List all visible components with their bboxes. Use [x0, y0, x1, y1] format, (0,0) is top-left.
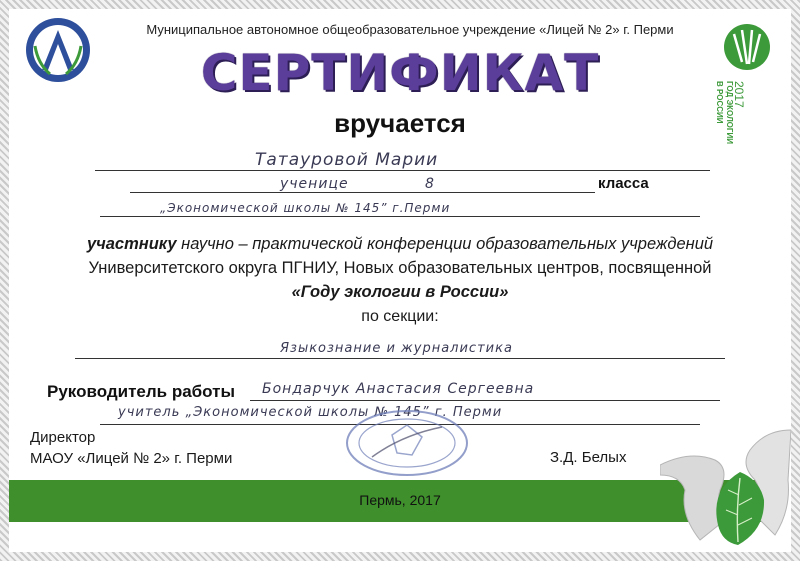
lyceum-logo [18, 16, 98, 84]
city-year: Пермь, 2017 [359, 492, 441, 508]
hands-leaf-decoration [660, 420, 791, 555]
section-underline [75, 358, 725, 359]
school-underline [100, 216, 700, 217]
recipient-role: ученице [280, 176, 349, 192]
grade-underline [130, 192, 595, 193]
grade-suffix: класса [598, 175, 649, 192]
supervisor-position: учитель „Экономической школы № 145” г. Перми [118, 405, 503, 420]
recipient-school: „Экономической школы № 145” г.Перми [160, 201, 451, 215]
eco-logo-caption-1: ГОД ЭКОЛОГИИ [725, 81, 734, 144]
director-org: МАОУ «Лицей № 2» г. Перми [30, 450, 233, 467]
recipient-name: Татауровой Марии [255, 150, 439, 170]
supervisor-label: Руководитель работы [47, 382, 235, 401]
supervisor-name: Бондарчук Анастасия Сергеевна [262, 381, 535, 397]
director-title: Директор [30, 429, 96, 446]
recipient-grade: 8 [425, 176, 435, 192]
participant-label: участнику [86, 235, 177, 253]
organization-name: Муниципальное автономное общеобразовательное учреждение «Лицей № 2» г. Перми [146, 22, 674, 37]
awarded-to-label: вручается [334, 108, 466, 138]
eco-leaf-icon [722, 22, 772, 72]
supervisor-underline [250, 400, 720, 401]
name-underline [95, 170, 710, 171]
body-line-3 [20, 280, 780, 304]
certificate-body [20, 232, 780, 304]
eco-logo-year: 2017 [732, 81, 746, 108]
eco-year-logo [715, 22, 778, 152]
certificate-title: СЕРТИФИКАТ [200, 44, 600, 102]
body-line-2: Университетского округа ПГНИУ, Новых образовательных центров, посвященной [88, 259, 712, 277]
official-stamp [342, 405, 472, 477]
director-block [30, 427, 232, 469]
section-label: по секции: [361, 308, 439, 325]
conference-text: научно – практической конференции образовательных учреждений [176, 235, 714, 253]
eco-logo-caption-2: В РОССИИ [715, 81, 724, 124]
section-value: Языкознание и журналистика [280, 341, 513, 356]
director-signature-name: З.Д. Белых [550, 449, 627, 466]
theme-text: «Году экологии в России» [291, 283, 509, 301]
body-line-1 [20, 232, 780, 256]
